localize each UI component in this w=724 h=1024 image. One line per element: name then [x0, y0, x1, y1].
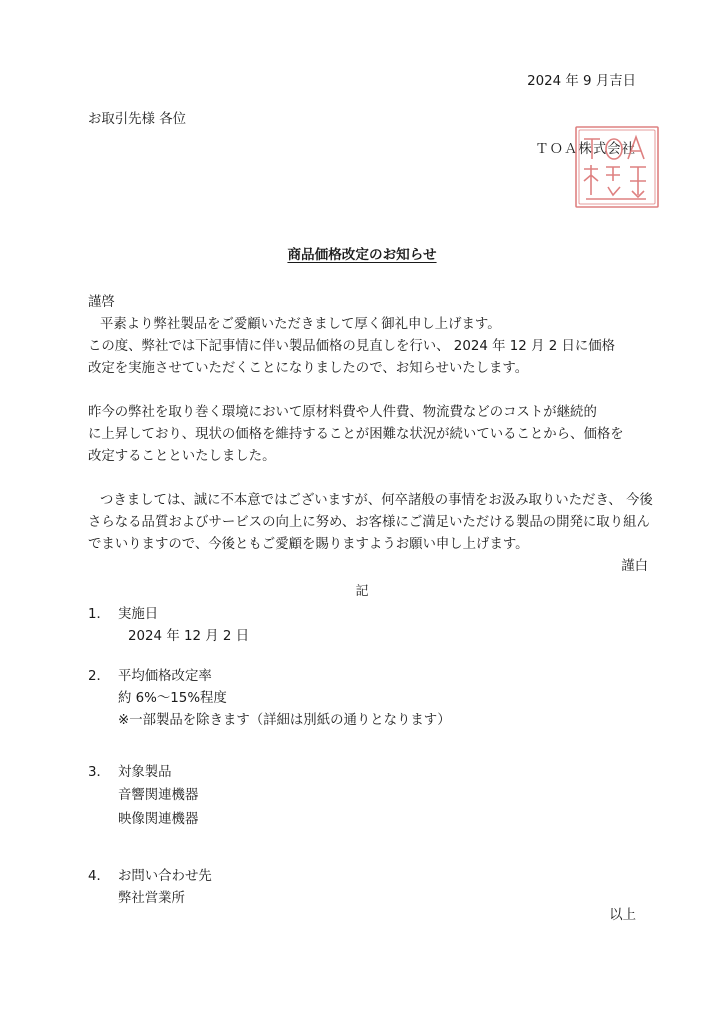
paragraph-3-line-2: さらなる品質およびサービスの向上に努め、お客様にご満足いただける製品の開発に取り組ん	[88, 515, 650, 530]
paragraph-2-line-3: 改定することといたしました。	[88, 449, 276, 464]
closing-kinpaku: 謹白	[621, 559, 648, 574]
list-item	[88, 762, 648, 832]
item-number: 2．	[88, 669, 110, 684]
item-label: 対象製品	[118, 765, 172, 780]
list-item	[88, 866, 648, 910]
paragraph-2-line-1: 昨今の弊社を取り巻く環境において原材料費や人件費、物流費などのコストが継続的	[88, 405, 597, 420]
paragraph-2-line-2: に上昇しており、現状の価格を維持することが困難な状況が続いていることから、価格を	[88, 427, 624, 442]
addressee: お取引先様 各位	[88, 112, 186, 127]
ki-heading: 記	[355, 584, 369, 599]
details-list	[88, 604, 648, 910]
item-value: 2024 年 12 月 2 日	[128, 629, 250, 644]
item-number: 3．	[88, 765, 110, 780]
letter-body	[88, 292, 653, 578]
list-item	[88, 604, 648, 648]
item-number: 4．	[88, 869, 110, 884]
paragraph-1-line-1: 平素より弊社製品をご愛顧いただきまして厚く御礼申し上げます。	[100, 317, 501, 332]
paragraph-3-line-1: つきましては、誠に不本意ではございますが、何卒諸般の事情をお汲み取りいただき、 今後	[100, 493, 653, 508]
list-item	[88, 666, 648, 732]
item-label: お問い合わせ先	[118, 869, 212, 884]
closing-ijo: 以上	[609, 908, 636, 923]
paragraph-3-line-3: でまいりますので、今後ともご愛顧を賜りますようお願い申し上げます。	[88, 537, 529, 552]
document-title	[0, 246, 724, 264]
item-note: ※一部製品を除きます（詳細は別紙の通りとなります）	[118, 713, 451, 728]
paragraph-1-line-2: この度、弊社では下記事情に伴い製品価格の見直しを行い、 2024 年 12 月 2 日に価格	[88, 339, 616, 354]
greeting: 謹啓	[88, 295, 115, 310]
company-name: ＴＯＡ株式会社	[535, 142, 636, 157]
item-value: 約 6%～15%程度	[118, 691, 227, 706]
company-seal-stamp	[574, 125, 660, 209]
item-number: 1．	[88, 607, 110, 622]
item-value: 音響関連機器	[118, 788, 199, 803]
item-value: 映像関連機器	[118, 812, 199, 827]
item-label: 実施日	[118, 607, 159, 622]
paragraph-1-line-3: 改定を実施させていただくことになりましたので、お知らせいたします。	[88, 361, 529, 376]
item-value: 弊社営業所	[118, 891, 185, 906]
document-title-text: 商品価格改定のお知らせ	[287, 247, 437, 263]
item-label: 平均価格改定率	[118, 669, 212, 684]
document-date: 2024 年 9 月吉日	[527, 74, 636, 89]
